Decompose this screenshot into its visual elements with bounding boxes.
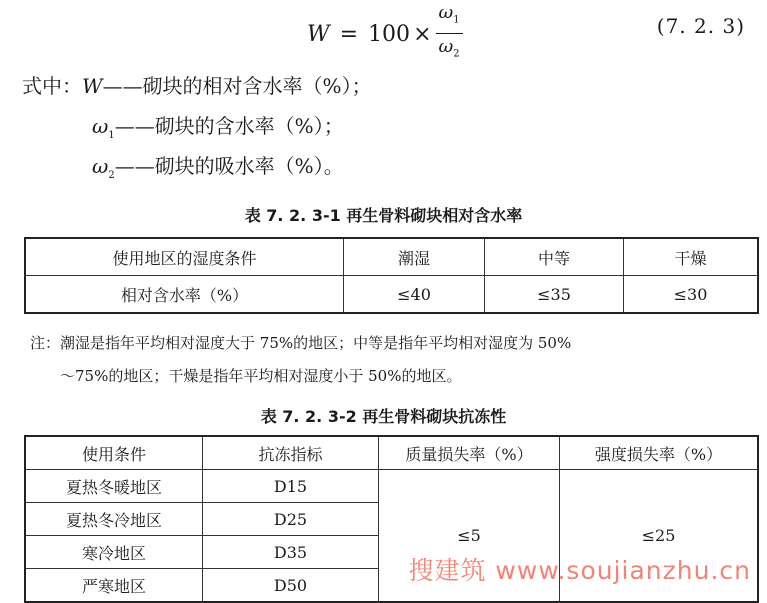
- definition-symbol: W: [82, 74, 103, 98]
- formula: [307, 4, 463, 64]
- table-cell: 严寒地区: [25, 569, 203, 603]
- table-cell: ≤40: [344, 276, 485, 314]
- watermark: 搜建筑 www.soujianzhu.cn: [408, 556, 751, 585]
- formula-fraction: [436, 2, 463, 65]
- definition-omega2: $\omega_2——$砌块的吸水率（%）。: [92, 154, 344, 181]
- table-header-row: [25, 238, 758, 276]
- formula-numerator: $\omega_1$: [436, 2, 463, 34]
- table-header-cell: 中等: [485, 238, 624, 276]
- formula-coefficient: 100: [368, 21, 411, 47]
- table-header-cell: 干燥: [624, 238, 759, 276]
- table-header-cell: 使用地区的湿度条件: [25, 238, 344, 276]
- table-cell: 夏热冬冷地区: [25, 503, 203, 536]
- definition-w: [22, 70, 372, 99]
- table-row: [25, 470, 758, 503]
- table-cell: D25: [203, 503, 379, 536]
- table-header-cell: 抗冻指标: [203, 436, 379, 470]
- table-cell: ≤35: [485, 276, 624, 314]
- table-cell: ≤30: [624, 276, 759, 314]
- table-cell: D15: [203, 470, 379, 503]
- table1-caption: 表 7. 2. 3-1 再生骨料砌块相对含水率: [244, 206, 523, 225]
- definition-symbol: ω: [92, 154, 109, 178]
- table-header-cell: 质量损失率（%）: [379, 436, 560, 470]
- mass-loss-cell: ≤5: [379, 470, 560, 603]
- table-header-cell: 潮湿: [344, 238, 485, 276]
- strength-loss-cell: ≤25: [560, 470, 759, 603]
- table-relative-moisture: [24, 237, 759, 314]
- table-cell: D35: [203, 536, 379, 569]
- table-cell: 寒冷地区: [25, 536, 203, 569]
- equation-number: (7. 2. 3): [656, 14, 745, 38]
- definition-text: ——砌块的含水率（%）；: [114, 114, 344, 138]
- table-header-cell: 强度损失率（%）: [560, 436, 759, 470]
- definitions-prefix: 式中：: [22, 74, 82, 98]
- definition-text: ——砌块的相对含水率（%）；: [102, 74, 372, 98]
- table1-note-line2: ～75%的地区；干燥是指年平均相对湿度小于 50%的地区。: [60, 367, 462, 385]
- formula-lhs: W: [307, 21, 330, 47]
- formula-equals: =: [339, 21, 359, 47]
- table1-note-line1: 注：潮湿是指年平均相对湿度大于 75%的地区；中等是指年平均相对湿度为 50%: [30, 334, 572, 352]
- definition-symbol: ω: [92, 114, 109, 138]
- table-row: [25, 276, 758, 314]
- table-cell: 夏热冬暖地区: [25, 470, 203, 503]
- table2-caption: 表 7. 2. 3-2 再生骨料砌块抗冻性: [260, 407, 507, 426]
- table-header-cell: 使用条件: [25, 436, 203, 470]
- formula-times: ×: [413, 21, 432, 47]
- table-cell: 相对含水率（%）: [25, 276, 344, 314]
- definition-omega1: $\omega_1——$砌块的含水率（%）；: [92, 114, 344, 141]
- table-header-row: [25, 436, 758, 470]
- definition-text: ——砌块的吸水率（%）。: [114, 154, 344, 178]
- table-cell: D50: [203, 569, 379, 603]
- formula-denominator: $\omega_2$: [438, 36, 460, 60]
